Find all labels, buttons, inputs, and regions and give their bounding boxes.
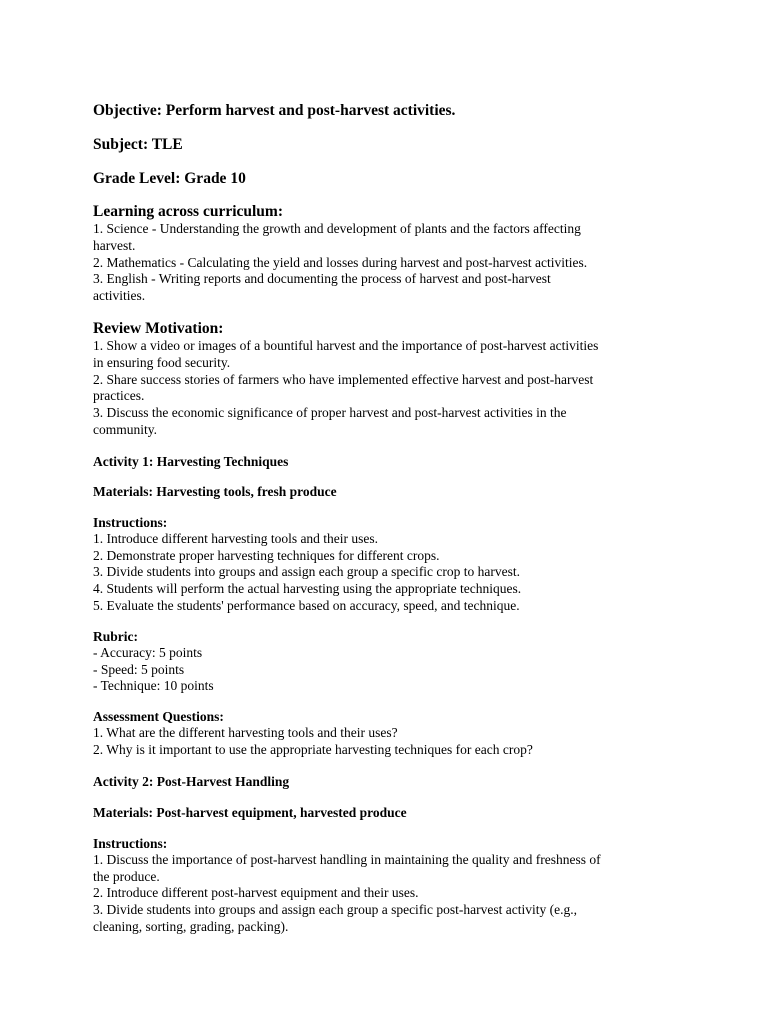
assessment-line: 1. What are the different harvesting tools and their uses? bbox=[93, 725, 398, 741]
review-heading: Review Motivation: bbox=[93, 319, 224, 337]
learning-list bbox=[93, 221, 683, 305]
review-line: practices. bbox=[93, 388, 145, 404]
objective-heading: Objective: Perform harvest and post-harvest activities. bbox=[93, 102, 456, 119]
instruction-line: 1. Introduce different harvesting tools and their uses. bbox=[93, 530, 379, 546]
instruction-line: 2. Demonstrate proper harvesting techniques for different crops. bbox=[93, 547, 440, 563]
learning-line: activities. bbox=[93, 288, 146, 304]
learning-line: 1. Science - Understanding the growth and development of plants and the factors affecting bbox=[93, 221, 581, 236]
assessment-list bbox=[93, 725, 683, 759]
activity2-instructions-heading: Instructions: bbox=[93, 835, 168, 851]
assessment-heading: Assessment Questions: bbox=[93, 709, 224, 725]
rubric-line: - Technique: 10 points bbox=[93, 678, 214, 694]
instruction-line: 2. Introduce different post-harvest equipment and their uses. bbox=[93, 885, 419, 901]
review-line: 2. Share success stories of farmers who have implemented effective harvest and post-harvest bbox=[93, 371, 594, 387]
learning-line: 3. English - Writing reports and documenting the process of harvest and post-harvest bbox=[93, 271, 551, 287]
activity1-materials: Materials: Harvesting tools, fresh produce bbox=[93, 483, 337, 499]
rubric-heading: Rubric: bbox=[93, 628, 138, 644]
activity1-title: Activity 1: Harvesting Techniques bbox=[93, 453, 289, 469]
instruction-line: the produce. bbox=[93, 868, 160, 884]
review-line: in ensuring food security. bbox=[93, 354, 231, 370]
learning-line: 2. Mathematics - Calculating the yield and losses during harvest and post-harvest activities. bbox=[93, 254, 588, 270]
subject-heading: Subject: TLE bbox=[93, 136, 183, 153]
review-line: community. bbox=[93, 421, 157, 437]
instruction-line: 4. Students will perform the actual harvesting using the appropriate techniques. bbox=[93, 581, 522, 597]
assessment-line: 2. Why is it important to use the appropriate harvesting techniques for each crop? bbox=[93, 741, 533, 757]
activity2-instructions-list bbox=[93, 852, 683, 936]
grade-level-heading: Grade Level: Grade 10 bbox=[93, 170, 246, 187]
rubric-line: - Accuracy: 5 points bbox=[93, 644, 203, 660]
instruction-line: 1. Discuss the importance of post-harvest handling in maintaining the quality and freshness of bbox=[93, 851, 601, 867]
lesson-plan bbox=[93, 102, 683, 936]
instruction-line: 3. Divide students into groups and assign each group a specific crop to harvest. bbox=[93, 564, 521, 580]
review-line: 3. Discuss the economic significance of proper harvest and post-harvest activities in the bbox=[93, 405, 567, 421]
instruction-line: 5. Evaluate the students' performance based on accuracy, speed, and technique. bbox=[93, 597, 520, 613]
activity1-instructions-list bbox=[93, 531, 683, 615]
learning-heading: Learning across curriculum: bbox=[93, 203, 284, 220]
activity2-materials: Materials: Post-harvest equipment, harvested produce bbox=[93, 804, 407, 820]
instruction-line: 3. Divide students into groups and assign each group a specific post-harvest activity (e.g., bbox=[93, 902, 578, 918]
rubric-list bbox=[93, 645, 683, 695]
activity1-instructions-heading: Instructions: bbox=[93, 514, 168, 530]
activity2-title: Activity 2: Post-Harvest Handling bbox=[93, 773, 290, 789]
instruction-line: cleaning, sorting, grading, packing). bbox=[93, 918, 289, 934]
review-line: 1. Show a video or images of a bountiful harvest and the importance of post-harvest activities bbox=[93, 337, 599, 353]
learning-line: harvest. bbox=[93, 237, 136, 253]
review-list bbox=[93, 338, 683, 439]
rubric-line: - Speed: 5 points bbox=[93, 661, 185, 677]
